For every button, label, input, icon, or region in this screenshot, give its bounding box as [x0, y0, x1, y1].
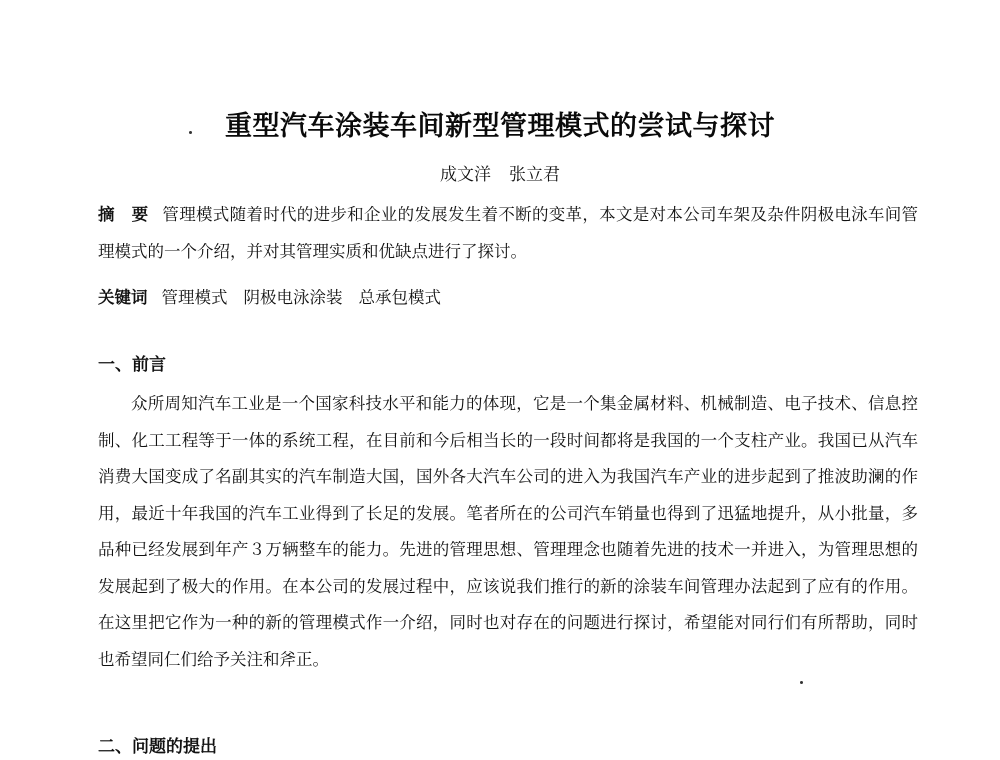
- abstract: [98, 197, 918, 270]
- keywords: [98, 280, 918, 317]
- scan-speck: [800, 681, 803, 684]
- author-list: [0, 160, 1000, 185]
- keyword: 阴极电泳涂装: [243, 288, 343, 307]
- paper-title: 重型汽车涂装车间新型管理模式的尝试与探讨: [225, 111, 775, 142]
- keywords-label: 关键词: [98, 288, 148, 307]
- section-heading-problem: 二、问题的提出: [98, 737, 217, 757]
- abstract-label: 摘 要: [98, 205, 149, 224]
- author-name: 成文洋: [440, 165, 491, 185]
- keyword: 总承包模式: [358, 288, 441, 307]
- abstract-text: 管理模式随着时代的进步和企业的发展发生着不断的变革，本文是对本公司车架及杂件阴极电泳车间管理模式的一个介绍，并对其管理实质和优缺点进行了探讨。: [98, 205, 919, 261]
- keyword: 管理模式: [161, 288, 228, 307]
- introduction-paragraph: 众所周知汽车工业是一个国家科技水平和能力的体现，它是一个集金属材料、机械制造、电子技术、信息控制、化工工程等于一体的系统工程，在目前和今后相当长的一段时间都将是我国的一个支柱产业。我国已从汽车消费大国变成了名副其实的汽车制造大国，国外各大汽车公司的进入为我国汽车产业的进步起到了推波助澜的作用，最近十年我国的汽车工业得到了长足的发展。笔者所在的公司汽车销量也得到了迅猛地提升，从小批量，多品种已经发展到年产３万辆整车的能力。先进的管理思想、管理理念也随着先进的技术一并进入，为管理思想的发展起到了极大的作用。在本公司的发展过程中，应该说我们推行的新的涂装车间管理办法起到了应有的作用。在这里把它作为一种的新的管理模式作一介绍，同时也对存在的问题进行探讨，希望能对同行们有所帮助，同时也希望同仁们给予关注和斧正。: [98, 394, 918, 669]
- author-name: 张立君: [509, 165, 560, 185]
- section-heading-introduction: 一、前言: [98, 355, 166, 375]
